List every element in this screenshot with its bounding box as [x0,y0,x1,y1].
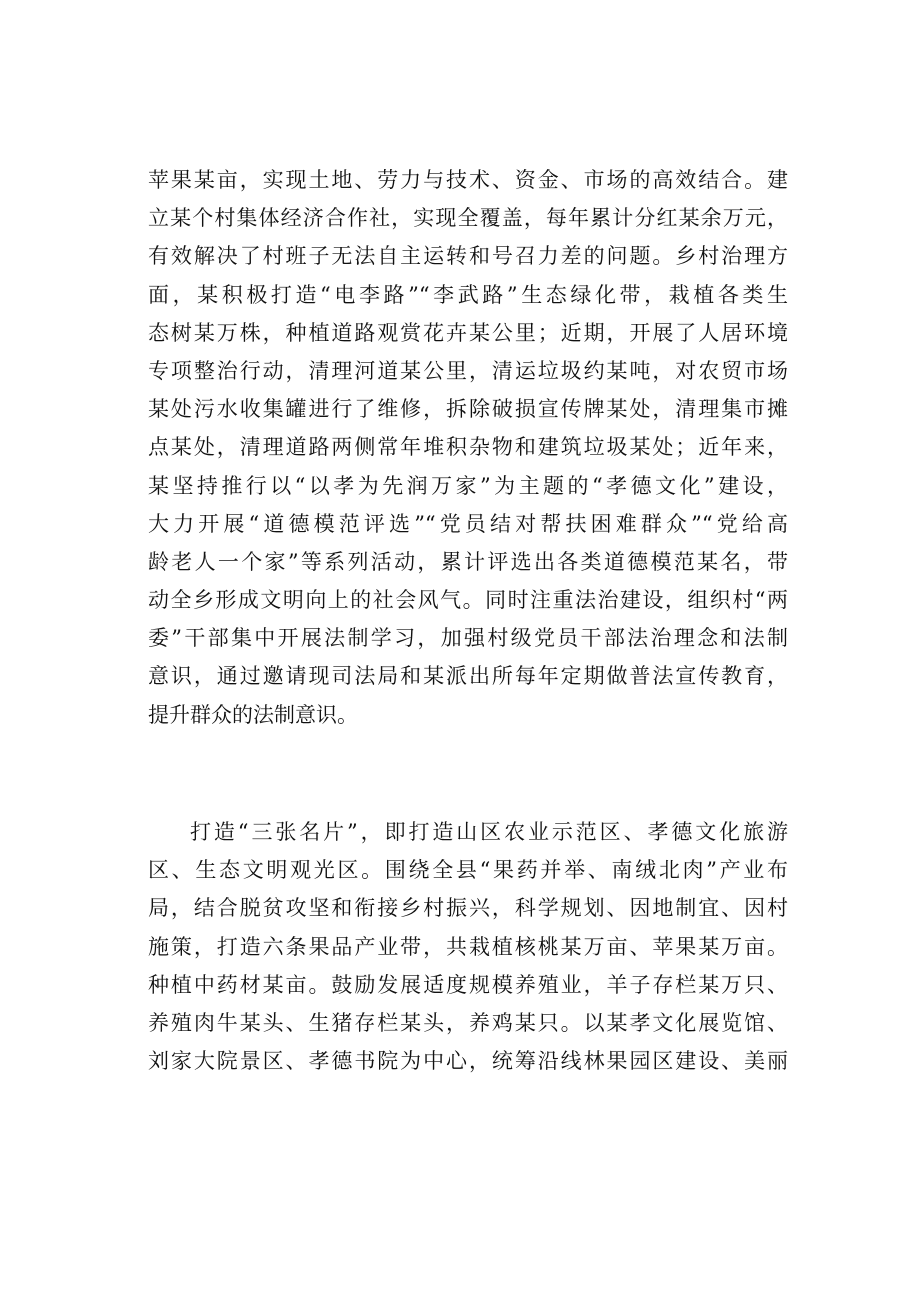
paragraph-line: 龄老人一个家”等系列活动，累计评选出各类道德模范某名，带 [148,549,788,574]
paragraph-line: 专项整治行动，清理河道某公里，清运垃圾约某吨，对农贸市场 [148,358,788,383]
paragraph-line: 施策，打造六条果品产业带，共栽植核桃某万亩、苹果某万亩。 [148,934,788,959]
paragraph-line: 有效解决了村班子无法自主运转和号召力差的问题。乡村治理方 [148,244,788,269]
paragraph-line: 大力开展“道德模范评选”“党员结对帮扶困难群众”“党给高 [148,511,788,536]
paragraph-line: 养殖肉牛某头、生猪存栏某头，养鸡某只。以某孝文化展览馆、 [148,1010,788,1035]
paragraph-line: 意识，通过邀请现司法局和某派出所每年定期做普法宣传教育， [148,664,788,689]
paragraph-line: 区、生态文明观光区。围绕全县“果药并举、南绒北肉”产业布 [148,858,788,883]
paragraph-line: 动全乡形成文明向上的社会风气。同时注重法治建设，组织村“两 [148,588,788,613]
paragraph-1 [148,161,788,734]
paragraph-line: 提升群众的法制意识。 [148,702,358,727]
paragraph-line: 某处污水收集罐进行了维修，拆除破损宣传牌某处，清理集市摊 [148,397,788,422]
paragraph-line: 刘家大院景区、孝德书院为中心，统筹沿线林果园区建设、美丽 [148,1049,788,1074]
paragraph-line: 点某处，清理道路两侧常年堆积杂物和建筑垃圾某处；近年来， [148,435,788,460]
paragraph-line: 种植中药材某亩。鼓励发展适度规模养殖业，羊子存栏某万只、 [148,972,788,997]
paragraph-line: 打造“三张名片”，即打造山区农业示范区、孝德文化旅游 [190,820,788,844]
paragraph-2 [148,813,788,1080]
paragraph-line: 苹果某亩，实现土地、劳力与技术、资金、市场的高效结合。建 [148,168,788,192]
paragraph-line: 委”干部集中开展法制学习，加强村级党员干部法治理念和法制 [148,626,788,651]
paragraph-line: 局，结合脱贫攻坚和衔接乡村振兴，科学规划、因地制宜、因村 [148,896,788,921]
paragraph-line: 态树某万株，种植道路观赏花卉某公里；近期，开展了人居环境 [148,320,788,345]
paragraph-line: 某坚持推行以“以孝为先润万家”为主题的“孝德文化”建设， [148,473,788,498]
paragraph-line: 面，某积极打造“电李路”“李武路”生态绿化带，栽植各类生 [148,282,788,307]
paragraph-line: 立某个村集体经济合作社，实现全覆盖，每年累计分红某余万元， [148,206,788,231]
